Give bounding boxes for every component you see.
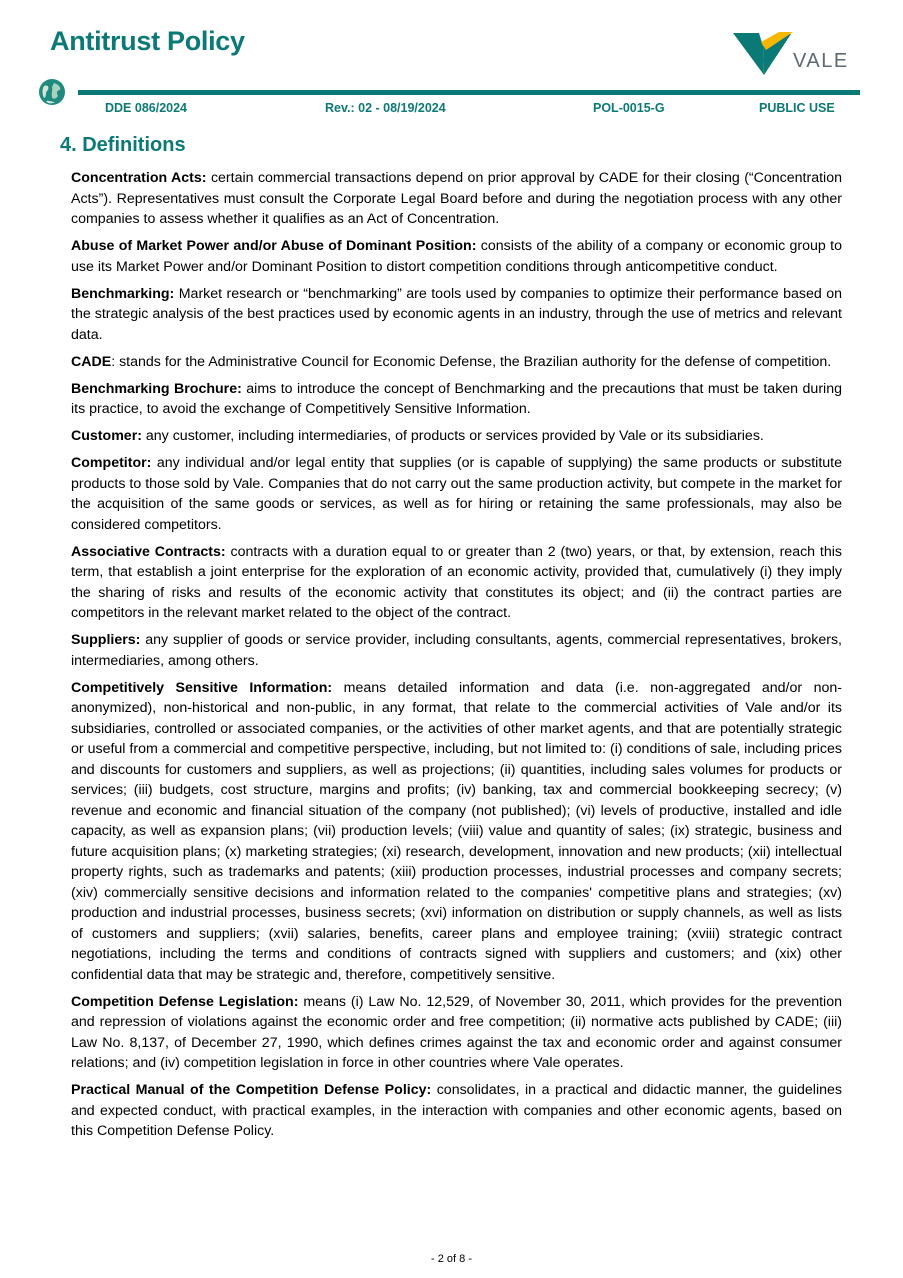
definition-practical-manual: [71, 1080, 842, 1142]
definition-competitively-sensitive-information: [71, 678, 842, 986]
definition-associative-contracts: [71, 542, 842, 624]
definition-text: certain commercial transactions depend on prior approval by CADE for their closing (“Concentration Acts”). Representatives must consult the Corporate Legal Board before and during the negotiation process with any other companies to assess whether it qualifies as an Act of Concentration.: [71, 170, 842, 227]
definition-term: Abuse of Market Power and/or Abuse of Dominant Position:: [71, 238, 477, 254]
definition-term: Suppliers:: [71, 632, 141, 648]
definition-term: Competition Defense Legislation:: [71, 993, 299, 1010]
definition-text: means detailed information and data (i.e. non-aggregated and/or non-anonymized), non-historical and non-public, in any format, that relate to the commercial activities of Vale and/or its subsidiaries, controlled or associated companies, or the activities of other market agents, and that are potentially strategic or useful from a commercial and competitive perspective, including, but not limited to: (i) conditions of sale, including prices and discounts for customers and suppliers, as well as projections; (ii) quantities, including sales volumes for products or services; (iii) budgets, cost structure, margins and profits; (iv) banking, tax and commercial bookkeeping secrecy; (v) revenue and economic and financial situation of the company (not published); (vi) levels of productive, installed and idle capacity, as well as expansion plans; (vii) production levels; (viii) value and quantity of sales; (ix) strategic, business and future acquisition plans; (x) marketing strategies; (xi) research, development, innovation and new products; (xii) intellectual property rights, such as trademarks and patents; (xiii) production processes, industrial processes and company secrets; (xiv) commercially sensitive decisions and information related to the companies' competitive plans and strategies; (xv) production and industrial processes, business secrets; (xvi) information on distribution or supply channels, as well as lists of customers and suppliers; (xvii) salaries, benefits, career plans and employee training; (xviii) strategic contract negotiations, including the terms and conditions of contracts signed with suppliers and customers; and (xix) other confidential data that may be strategic and, therefore, competitively sensitive.: [71, 679, 842, 983]
revision-date: Rev.: 02 - 08/19/2024: [325, 101, 446, 115]
definition-text: any individual and/or legal entity that supplies (or is capable of supplying) the same products or substitute products to those sold by Vale. Companies that do not carry out the same production activity, but compete in the market for the acquisition of the same goods or services, as well as for hiring or retaining the same professionals, may also be considered competitors.: [71, 455, 842, 533]
header-rule: [78, 90, 860, 95]
definition-suppliers: [71, 630, 842, 671]
definition-cade: [71, 352, 842, 373]
definition-text: any supplier of goods or service provider, including consultants, agents, commercial representatives, brokers, intermediaries, among others.: [71, 632, 842, 669]
definition-benchmarking-brochure: [71, 379, 842, 420]
definition-competitor: [71, 453, 842, 535]
definition-term: CADE: [71, 353, 112, 370]
globe-icon: [38, 78, 66, 106]
vale-logo-mark-icon: [733, 30, 793, 78]
definition-competition-defense-legislation: [71, 992, 842, 1074]
vale-logo-text: VALE: [793, 50, 849, 72]
definition-term: Benchmarking Brochure:: [71, 380, 242, 397]
definition-customer: [71, 426, 842, 447]
definition-text: consolidates, in a practical and didactic manner, the guidelines and expected conduct, with practical examples, in the interaction with companies and other economic agents, based on this Competition Defense Policy.: [71, 1082, 842, 1139]
definition-term: Associative Contracts:: [71, 543, 226, 560]
definition-text: : stands for the Administrative Council for Economic Defense, the Brazilian authority for the defense of competition.: [111, 353, 832, 370]
definition-benchmarking: [71, 284, 842, 346]
definition-text: Market research or “benchmarking” are tools used by companies to optimize their performance based on the strategic analysis of the best practices used by economic agents in an industry, through the use of metrics and relevant data.: [71, 285, 842, 343]
definition-term: Concentration Acts:: [71, 170, 207, 186]
vale-logo: [733, 30, 848, 80]
section-title: 4. Definitions: [60, 134, 186, 156]
definition-text: contracts with a duration equal to or greater than 2 (two) years, or that, by extension, reach this term, that establish a joint enterprise for the exploration of an economic activity, provided that, cumulatively (i) they imply the sharing of risks and results of the economic activity that constitutes its object; and (ii) the contract parties are competitors in the relevant market related to the object of the contract.: [71, 543, 842, 621]
definition-text: aims to introduce the concept of Benchmarking and the precautions that must be taken during its practice, to avoid the exchange of Competitively Sensitive Information.: [71, 380, 842, 417]
definition-term: Customer:: [71, 428, 142, 444]
classification-label: PUBLIC USE: [759, 101, 835, 115]
policy-code: POL-0015-G: [593, 101, 665, 115]
definition-term: Competitor:: [71, 455, 152, 471]
definitions-list: [71, 168, 842, 1148]
definition-text: consists of the ability of a company or economic group to use its Market Power and/or Dominant Position to distort competition conditions through anticompetitive conduct.: [71, 238, 842, 275]
document-title: Antitrust Policy: [50, 26, 245, 56]
definition-term: Competitively Sensitive Information:: [71, 679, 333, 696]
page-number: - 2 of 8 -: [431, 1253, 472, 1265]
definition-term: Practical Manual of the Competition Defense Policy:: [71, 1082, 432, 1098]
doc-number: DDE 086/2024: [105, 101, 188, 115]
definition-text: means (i) Law No. 12,529, of November 30, 2011, which provides for the prevention and repression of violations against the economic order and free competition; (ii) normative acts published by CADE; (iii) Law No. 8,137, of December 27, 1990, which defines crimes against the tax and economic order and against consumer relations; and (iv) competition legislation in force in other countries where Vale operates.: [71, 993, 842, 1071]
definition-text: any customer, including intermediaries, of products or services provided by Vale or its subsidiaries.: [141, 428, 764, 444]
definition-term: Benchmarking:: [71, 285, 175, 302]
definition-concentration-acts: [71, 168, 842, 230]
definition-abuse-of-market-power: [71, 236, 842, 277]
